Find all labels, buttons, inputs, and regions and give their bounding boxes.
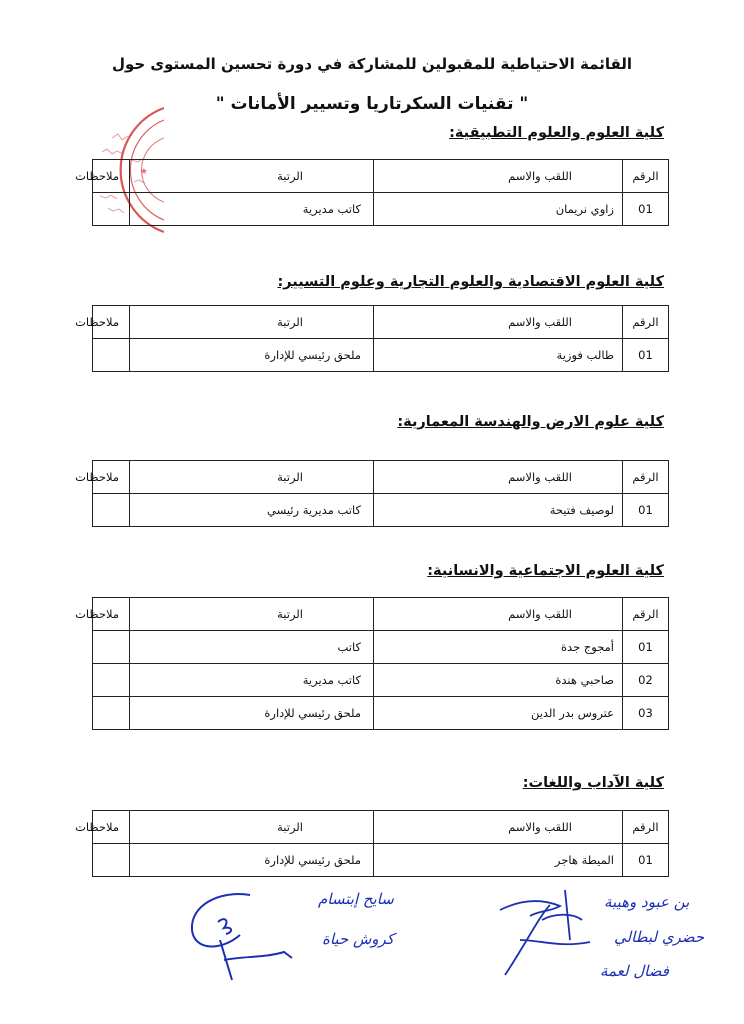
col-num-header: الرقم (623, 811, 669, 844)
table-row (93, 664, 669, 697)
row-notes (93, 494, 130, 527)
table-header-row (93, 598, 669, 631)
table-faculty-2 (75, 305, 669, 372)
table-row (93, 193, 669, 226)
row-name: زاوي نريمان (374, 193, 623, 226)
col-notes-header: ملاحظات (93, 598, 130, 631)
faculty-title: كلية الآداب واللغات: (522, 775, 664, 791)
row-name: طالب فوزية (374, 339, 623, 372)
row-num: 01 (623, 844, 669, 877)
row-name: عتروس بدر الدين (374, 697, 623, 730)
signature-name: كروش حياة (322, 930, 394, 948)
signature-scribble-left (180, 880, 320, 990)
row-notes (93, 697, 130, 730)
svg-text:★: ★ (139, 167, 148, 177)
row-rank: كاتب مديرية (130, 193, 374, 226)
row-name: أمجوج جدة (374, 631, 623, 664)
row-rank: كاتب مديرية (130, 664, 374, 697)
row-num: 01 (623, 494, 669, 527)
row-name: الميطة هاجر (374, 844, 623, 877)
col-num-header: الرقم (623, 160, 669, 193)
col-rank-header: الرتبة (130, 598, 374, 631)
row-notes (93, 631, 130, 664)
table-header-row (93, 461, 669, 494)
col-name-header: اللقب والاسم (374, 160, 623, 193)
row-name: صاحبي هندة (374, 664, 623, 697)
row-notes (93, 664, 130, 697)
row-notes (93, 339, 130, 372)
row-num: 03 (623, 697, 669, 730)
row-notes (93, 844, 130, 877)
row-name: لوصيف فتيحة (374, 494, 623, 527)
signature-name: بن عبود وهيبة (604, 893, 690, 911)
row-num: 01 (623, 631, 669, 664)
table-faculty-4 (75, 597, 669, 730)
row-num: 01 (623, 339, 669, 372)
col-name-header: اللقب والاسم (374, 306, 623, 339)
signature-name: حضري لبطالي (614, 928, 705, 946)
faculty-title: كلية العلوم والعلوم التطبيقية: (449, 125, 664, 141)
faculty-title: كلية علوم الارض والهندسة المعمارية: (397, 414, 664, 430)
col-name-header: اللقب والاسم (374, 461, 623, 494)
signature-name: فضال لعمة (600, 962, 669, 980)
table-faculty-5 (75, 810, 669, 877)
col-rank-header: الرتبة (130, 160, 374, 193)
col-num-header: الرقم (623, 461, 669, 494)
table-faculty-1 (75, 159, 669, 226)
table-row (93, 697, 669, 730)
row-num: 01 (623, 193, 669, 226)
row-num: 02 (623, 664, 669, 697)
row-rank: كاتب (130, 631, 374, 664)
document-title-line2: " تقنيات السكرتاريا وتسيير الأمانات " (215, 94, 529, 114)
signature-name: سايح إبتسام (318, 890, 394, 908)
row-rank: ملحق رئيسي للإدارة (130, 339, 374, 372)
col-notes-header: ملاحظات (93, 306, 130, 339)
col-num-header: الرقم (623, 598, 669, 631)
table-row (93, 339, 669, 372)
col-name-header: اللقب والاسم (374, 598, 623, 631)
col-notes-header: ملاحظات (93, 811, 130, 844)
table-header-row (93, 811, 669, 844)
col-rank-header: الرتبة (130, 461, 374, 494)
row-rank: ملحق رئيسي للإدارة (130, 697, 374, 730)
row-notes (93, 193, 130, 226)
col-notes-header: ملاحظات (93, 461, 130, 494)
signature-scribble-right (480, 880, 600, 990)
col-num-header: الرقم (623, 306, 669, 339)
col-notes-header: ملاحظات (93, 160, 130, 193)
table-row (93, 494, 669, 527)
table-row (93, 844, 669, 877)
col-rank-header: الرتبة (130, 306, 374, 339)
row-rank: كاتب مديرية رئيسي (130, 494, 374, 527)
document-title-line1: القائمة الاحتياطية للمقبولين للمشاركة في دورة تحسين المستوى حول (111, 55, 633, 73)
table-faculty-3 (75, 460, 669, 527)
table-row (93, 631, 669, 664)
col-rank-header: الرتبة (130, 811, 374, 844)
table-header-row (93, 160, 669, 193)
table-header-row (93, 306, 669, 339)
col-name-header: اللقب والاسم (374, 811, 623, 844)
faculty-title: كلية العلوم الاقتصادية والعلوم التجارية وعلوم التسيير: (277, 274, 664, 290)
row-rank: ملحق رئيسي للإدارة (130, 844, 374, 877)
faculty-title: كلية العلوم الاجتماعية والانسانية: (427, 563, 664, 579)
